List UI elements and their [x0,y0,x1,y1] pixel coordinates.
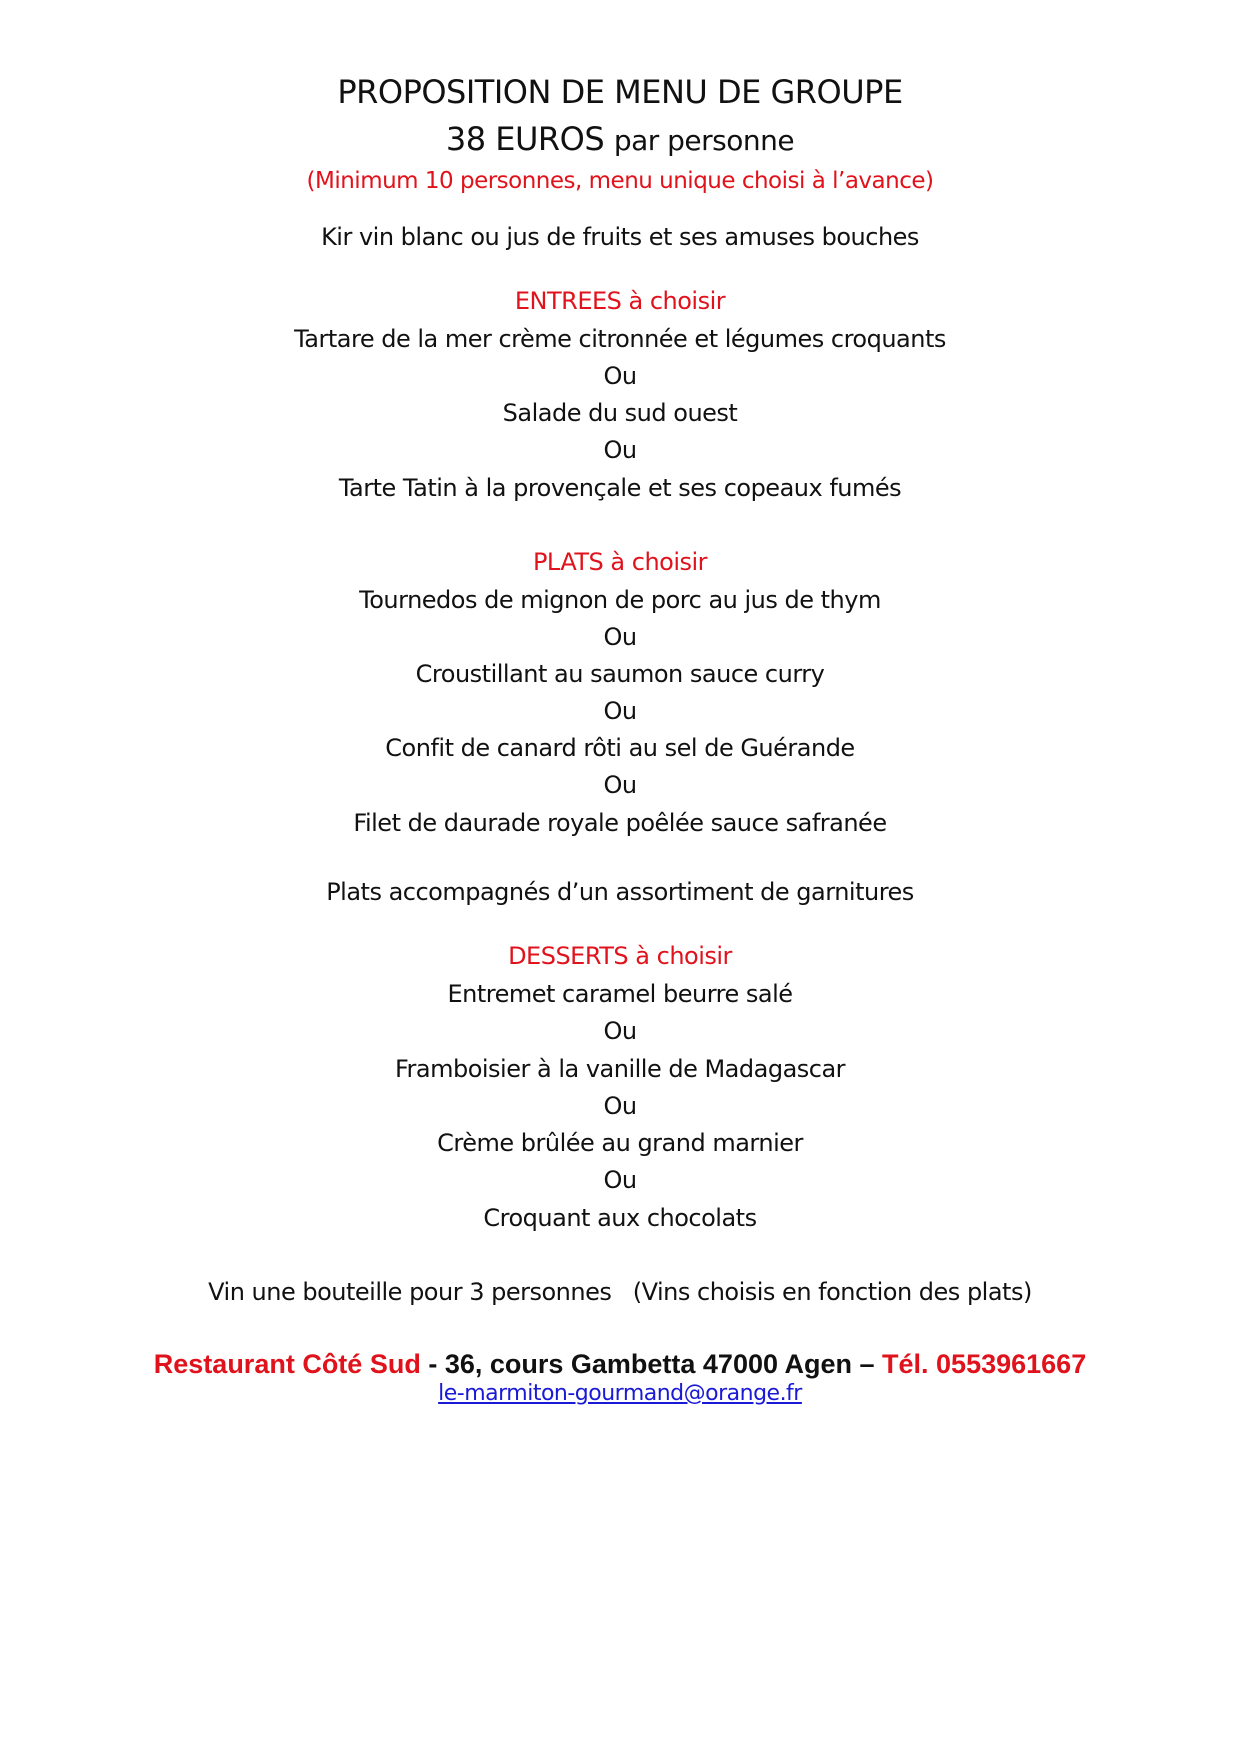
plat-item: Croustillant au saumon sauce curry [415,660,825,688]
menu-price [0,119,1240,161]
separator-ou: Ou [603,1166,637,1194]
footer-contact [0,1347,1240,1381]
garnish-note: Plats accompagnés d’un assortiment de garnitures [326,878,914,906]
separator-ou: Ou [603,623,637,651]
wine-note: Vin une bouteille pour 3 personnes (Vins choisis en fonction des plats) [208,1278,1032,1306]
restaurant-address: - 36, cours Gambetta 47000 Agen – [420,1349,883,1379]
price-amount: 38 EUROS [445,120,605,158]
desserts-heading: DESSERTS à choisir [508,942,732,970]
entree-item: Tartare de la mer crème citronnée et légumes croquants [294,325,946,353]
restaurant-phone: Tél. 0553961667 [882,1349,1087,1379]
dessert-item: Framboisier à la vanille de Madagascar [394,1055,846,1083]
separator-ou: Ou [603,362,637,390]
footer-email [0,1380,1240,1408]
separator-ou: Ou [603,697,637,725]
restaurant-name: Restaurant Côté Sud [153,1349,421,1379]
separator-ou: Ou [603,771,637,799]
separator-ou: Ou [603,1092,637,1120]
entree-item: Tarte Tatin à la provençale et ses copeaux fumés [338,474,902,502]
plats-heading: PLATS à choisir [532,548,708,576]
dessert-item: Entremet caramel beurre salé [447,980,793,1008]
separator-ou: Ou [603,436,637,464]
separator-ou: Ou [603,1017,637,1045]
plat-item: Confit de canard rôti au sel de Guérande [385,734,855,762]
dessert-item: Crème brûlée au grand marnier [437,1129,803,1157]
menu-title: PROPOSITION DE MENU DE GROUPE [337,73,903,111]
entree-item: Salade du sud ouest [502,399,738,427]
aperitif-line: Kir vin blanc ou jus de fruits et ses amuses bouches [321,223,919,251]
plat-item: Tournedos de mignon de porc au jus de thym [359,586,881,614]
plat-item: Filet de daurade royale poêlée sauce safranée [353,809,887,837]
email-link[interactable]: le-marmiton-gourmand@orange.fr [438,1381,802,1406]
entrees-heading: ENTREES à choisir [514,287,726,315]
price-suffix: par personne [613,124,795,157]
dessert-item: Croquant aux chocolats [483,1204,757,1232]
menu-conditions-note: (Minimum 10 personnes, menu unique choisi à l’avance) [306,168,934,194]
